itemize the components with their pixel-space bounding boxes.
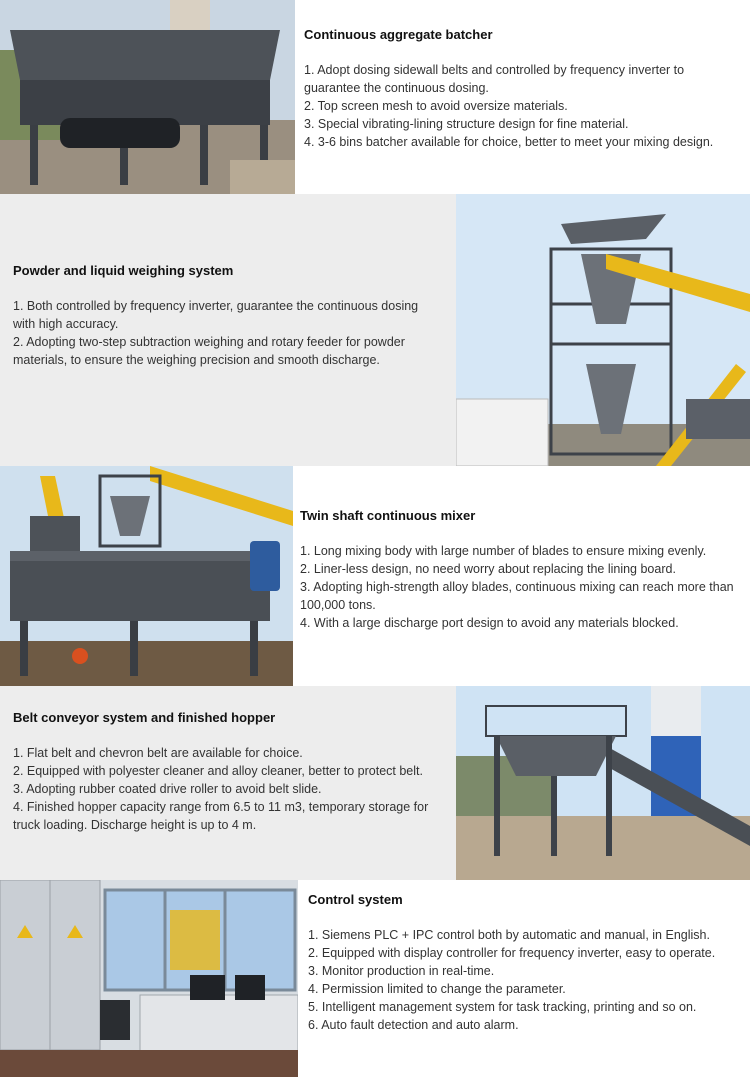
list-item: 4. Permission limited to change the parameter.: [308, 982, 566, 996]
list-item: 2. Adopting two-step subtraction weighing and rotary feeder for powder materials, to ensure the weighing precision and smooth discharge.: [13, 335, 405, 367]
belt-conveyor-text: [13, 710, 445, 834]
list-item: 5. Intelligent management system for task tracking, printing and so on.: [308, 1000, 697, 1014]
list-item: 4. With a large discharge port design to avoid any materials blocked.: [300, 616, 679, 630]
list-item: 1. Flat belt and chevron belt are available for choice.: [13, 746, 303, 760]
list-item: 1. Adopt dosing sidewall belts and controlled by frequency inverter to guarantee the continuous dosing.: [304, 63, 685, 95]
list-item: 3. Special vibrating-lining structure design for fine material.: [304, 117, 629, 131]
section-title: Belt conveyor system and finished hopper: [13, 710, 276, 725]
control-system-photo: [0, 880, 298, 1077]
twin-shaft-mixer-photo: [0, 466, 293, 686]
list-item: 2. Top screen mesh to avoid oversize materials.: [304, 99, 568, 113]
aggregate-batcher-photo: [0, 0, 295, 194]
section-title: Control system: [308, 892, 403, 907]
section-aggregate-batcher: [0, 0, 750, 194]
list-item: 4. 3-6 bins batcher available for choice, better to meet your mixing design.: [304, 135, 714, 149]
list-item: 3. Monitor production in real-time.: [308, 964, 495, 978]
aggregate-batcher-text: [304, 27, 740, 151]
powder-weighing-text: [13, 263, 443, 369]
list-item: 6. Auto fault detection and auto alarm.: [308, 1018, 519, 1032]
list-item: 3. Adopting high-strength alloy blades, continuous mixing can reach more than 100,000 tons.: [300, 580, 734, 612]
control-system-text: [308, 892, 744, 1034]
list-item: 1. Both controlled by frequency inverter, guarantee the continuous dosing with high accuracy.: [13, 299, 419, 331]
section-control-system: [0, 880, 750, 1077]
twin-shaft-mixer-text: [300, 508, 742, 632]
powder-weighing-photo: [456, 194, 750, 466]
section-title: Continuous aggregate batcher: [304, 27, 493, 42]
list-item: 2. Equipped with polyester cleaner and alloy cleaner, better to protect belt.: [13, 764, 423, 778]
list-item: 3. Adopting rubber coated drive roller to avoid belt slide.: [13, 782, 322, 796]
section-title: Powder and liquid weighing system: [13, 263, 234, 278]
belt-conveyor-photo: [456, 686, 750, 880]
section-title: Twin shaft continuous mixer: [300, 508, 476, 523]
section-twin-shaft-mixer: [0, 466, 750, 686]
list-item: 4. Finished hopper capacity range from 6.5 to 11 m3, temporary storage for truck loading. Discharge height is up to 4 m.: [13, 800, 429, 832]
list-item: 1. Long mixing body with large number of blades to ensure mixing evenly.: [300, 544, 707, 558]
section-powder-weighing: [0, 194, 750, 466]
list-item: 1. Siemens PLC + IPC control both by automatic and manual, in English.: [308, 928, 710, 942]
list-item: 2. Liner-less design, no need worry about replacing the lining board.: [300, 562, 676, 576]
section-belt-conveyor: [0, 686, 750, 880]
list-item: 2. Equipped with display controller for frequency inverter, easy to operate.: [308, 946, 716, 960]
